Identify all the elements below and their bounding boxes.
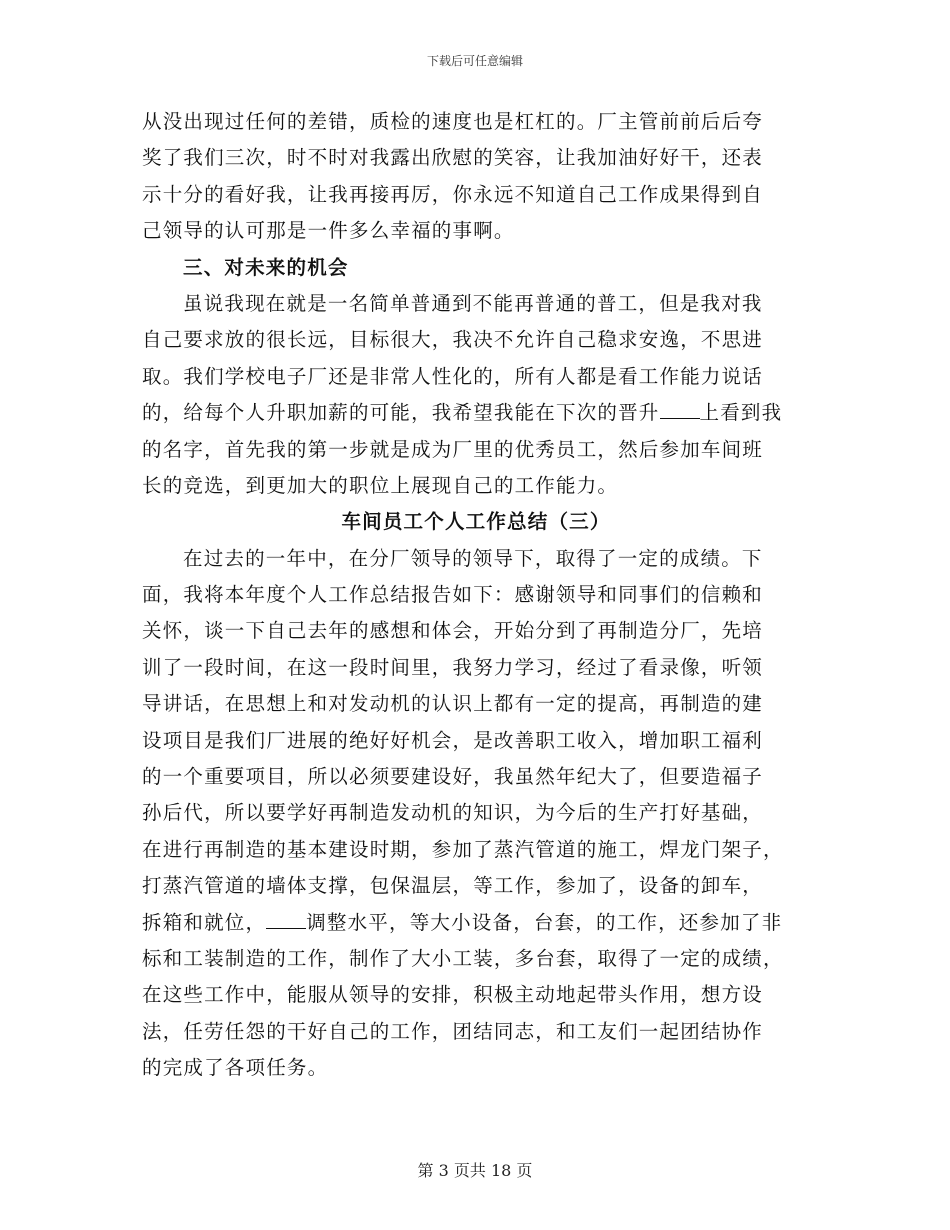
line-segment: 拆箱和就位，	[142, 910, 267, 934]
paragraph-line	[142, 905, 810, 941]
paragraph-line: 奖了我们三次，时不时对我露出欣慰的笑容，让我加油好好干，还表	[142, 146, 764, 170]
paragraph-line: 在过去的一年中，在分厂领导的领导下，取得了一定的成绩。下	[183, 546, 763, 570]
paragraph-line: 的完成了各项任务。	[142, 1056, 329, 1080]
section-title: 车间员工个人工作总结（三）	[341, 510, 611, 534]
paragraph-line: 设项目是我们厂进展的绝好好机会，是改善职工收入，增加职工福利	[142, 728, 764, 752]
line-segment: 上看到我	[699, 401, 783, 425]
fill-blank	[660, 400, 700, 419]
paragraph-line: 孙后代，所以要学好再制造发动机的知识，为今后的生产打好基础，	[142, 801, 764, 825]
paragraph-line: 示十分的看好我，让我再接再厉，你永远不知道自己工作成果得到自	[142, 182, 764, 206]
fill-blank	[266, 910, 306, 929]
document-body	[142, 104, 810, 1087]
paragraph-line	[142, 395, 810, 431]
paragraph-line: 导讲话，在思想上和对发动机的认识上都有一定的提高，再制造的建	[142, 692, 764, 716]
section-heading: 三、对未来的机会	[183, 255, 349, 279]
line-segment: 调整水平，等大小设备，台套，的工作，还参加了非	[306, 910, 783, 934]
paragraph-line: 自己要求放的很长远，目标很大，我决不允许自己稳求安逸，不思进	[142, 328, 764, 352]
paragraph-line: 在这些工作中，能服从领导的安排，积极主动地起带头作用，想方设	[142, 983, 764, 1007]
page-footer: 第 3 页共 18 页	[417, 1161, 533, 1180]
paragraph-line: 标和工装制造的工作，制作了大小工装，多台套，取得了一定的成绩，	[142, 946, 784, 970]
paragraph-line: 法，任劳任怨的干好自己的工作，团结同志，和工友们一起团结协作	[142, 1019, 764, 1043]
line-segment: 的，给每个人升职加薪的可能，我希望我能在下次的晋升	[142, 401, 660, 425]
paragraph-line: 长的竞选，到更加大的职位上展现自己的工作能力。	[142, 473, 619, 497]
paragraph-line: 训了一段时间，在这一段时间里，我努力学习，经过了看录像，听领	[142, 655, 764, 679]
paragraph-line: 虽说我现在就是一名简单普通到不能再普通的普工，但是我对我	[183, 291, 763, 315]
paragraph-line: 从没出现过任何的差错，质检的速度也是杠杠的。厂主管前前后后夸	[142, 110, 764, 133]
paragraph-line: 取。我们学校电子厂还是非常人性化的，所有人都是看工作能力说话	[142, 364, 764, 388]
paragraph-line: 面，我将本年度个人工作总结报告如下：感谢领导和同事们的信赖和	[142, 583, 764, 607]
paragraph-line: 的一个重要项目，所以必须要建设好，我虽然年纪大了，但要造福子	[142, 765, 764, 789]
paragraph-line: 的名字，首先我的第一步就是成为厂里的优秀员工，然后参加车间班	[142, 437, 764, 461]
paragraph-line: 在进行再制造的基本建设时期，参加了蒸汽管道的施工，焊龙门架子，	[142, 837, 784, 861]
paragraph-line: 打蒸汽管道的墙体支撑，包保温层，等工作，参加了，设备的卸车，	[142, 874, 764, 898]
page-header: 下载后可任意编辑	[426, 54, 523, 68]
paragraph-line: 己领导的认可那是一件多么幸福的事啊。	[142, 219, 515, 243]
paragraph-line: 关怀，谈一下自己去年的感想和体会，开始分到了再制造分厂，先培	[142, 619, 764, 643]
